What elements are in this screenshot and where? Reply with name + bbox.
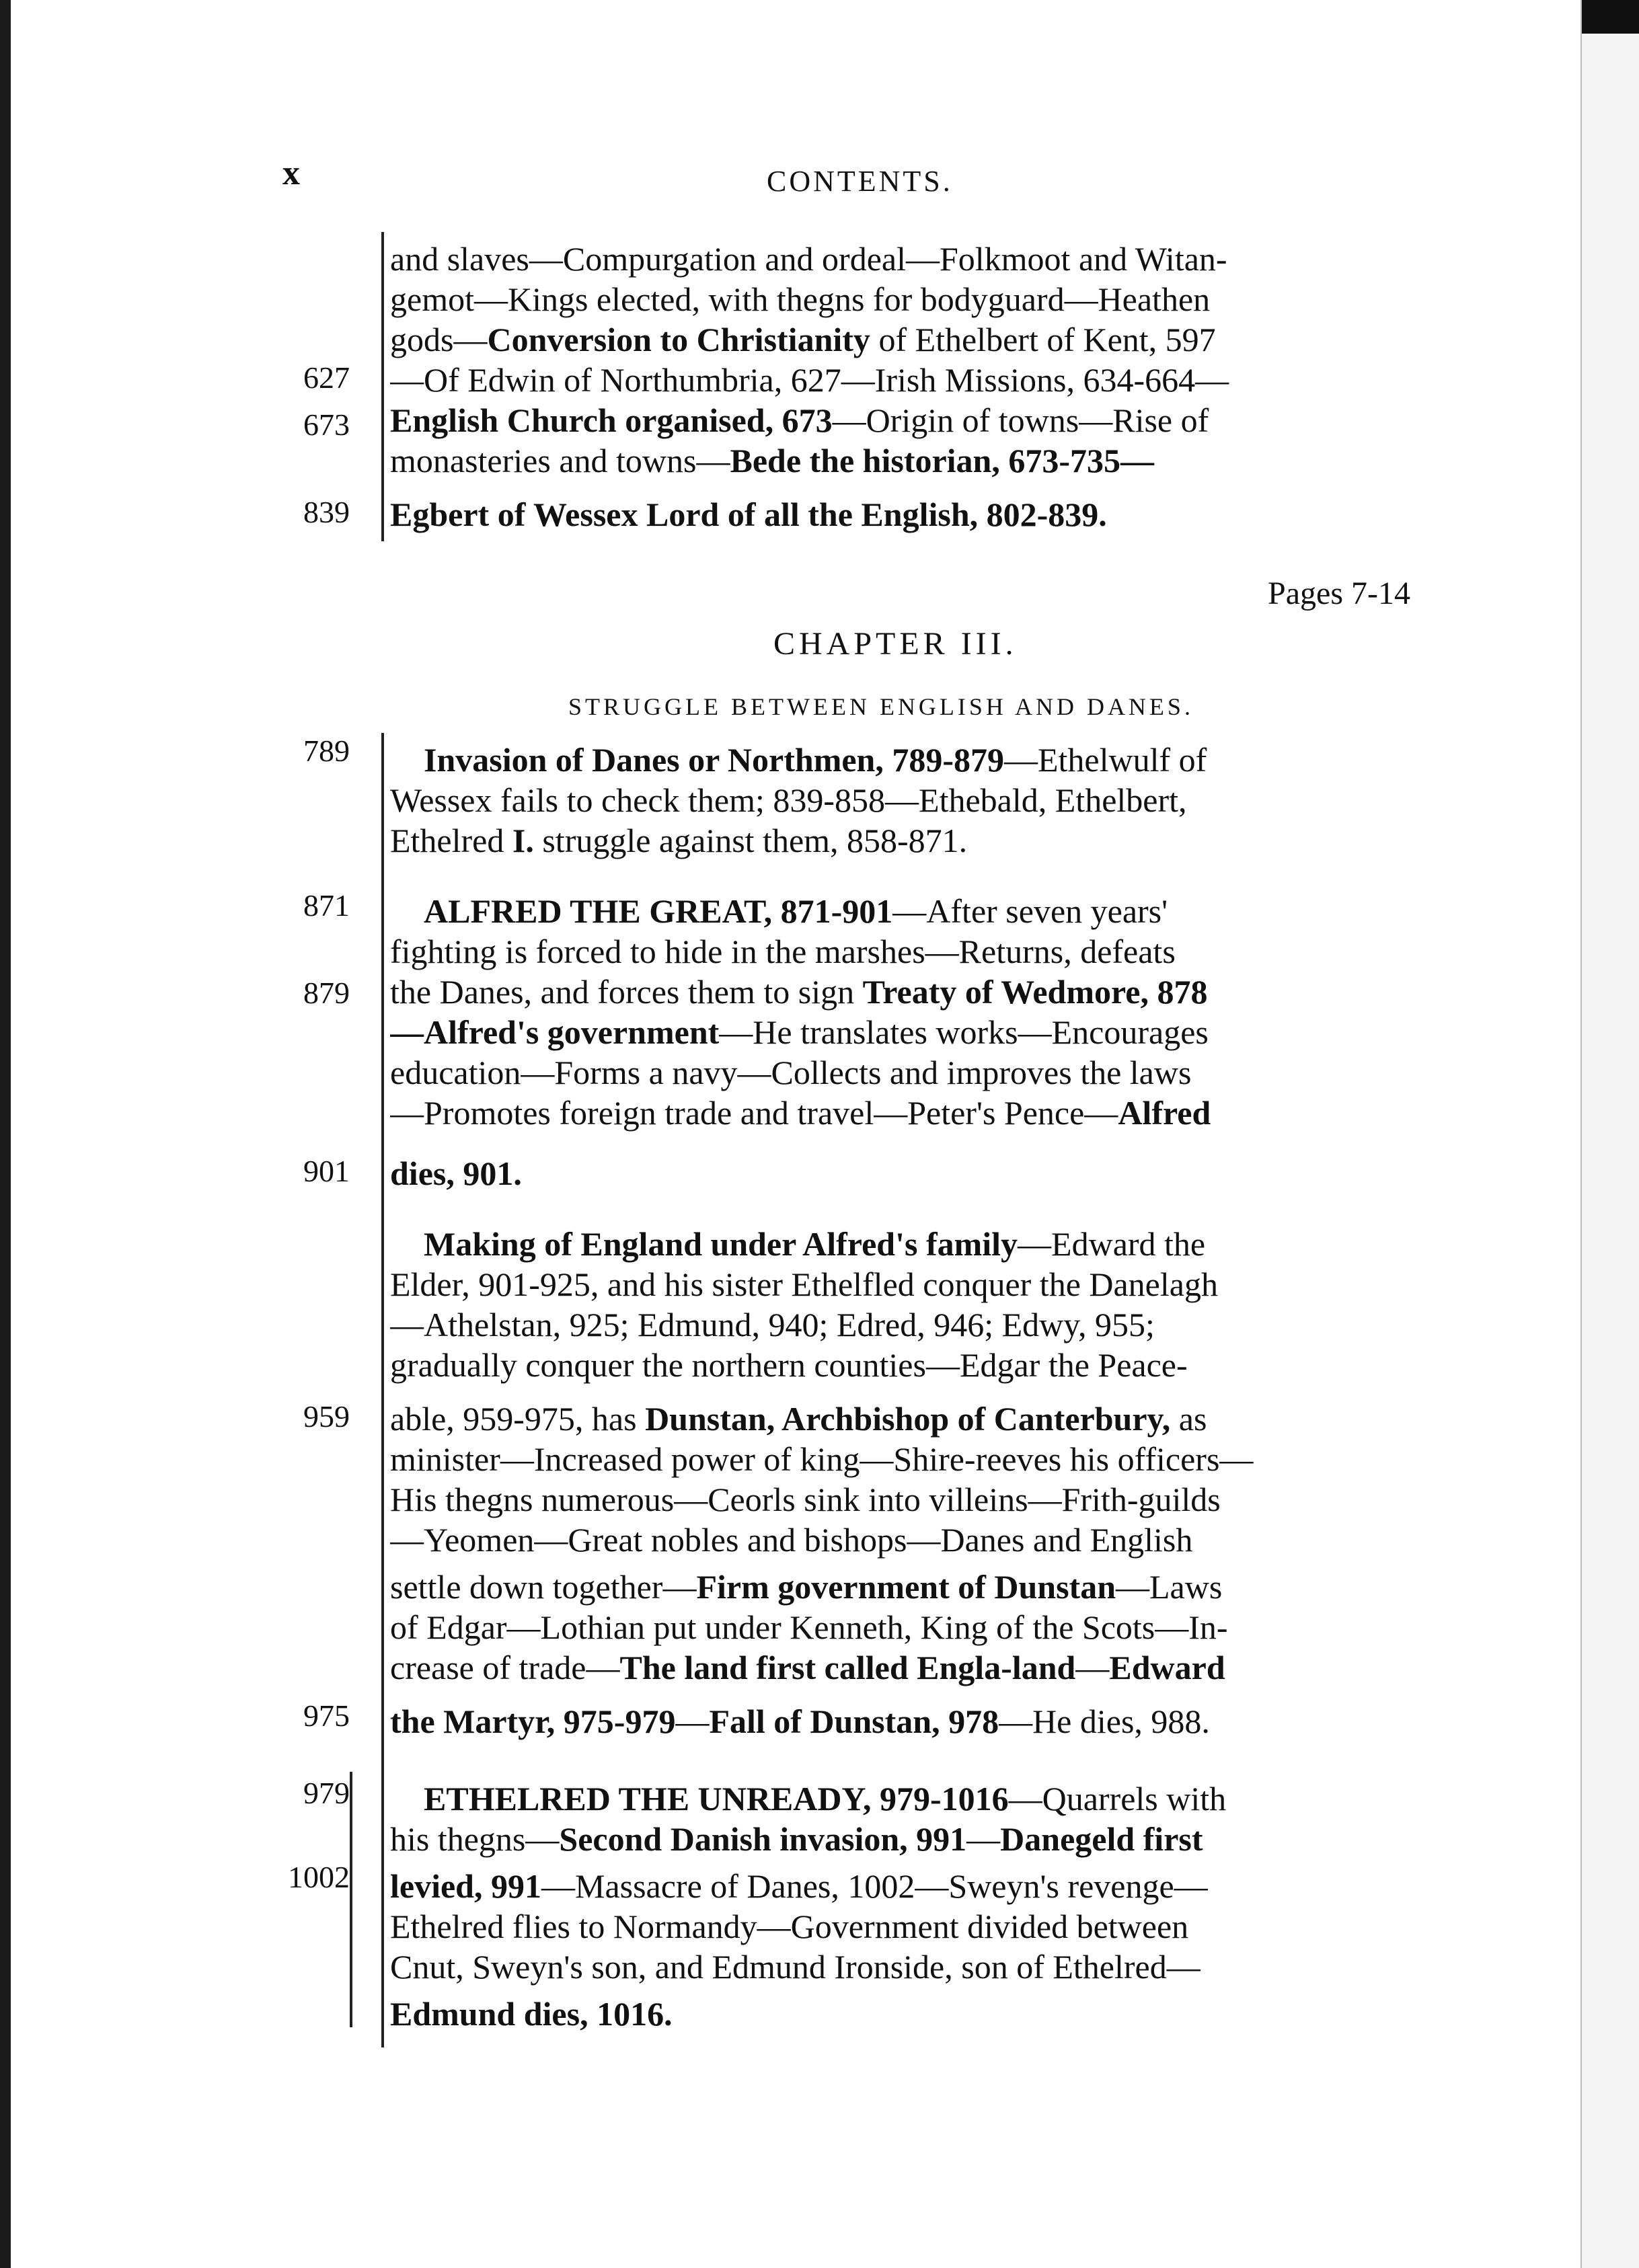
margin-date: 871 [303,888,350,923]
text-line: His thegns numerous—Ceorls sink into villeins—Frith-guilds [390,1481,1221,1518]
margin-date: 839 [303,495,350,529]
text-line: Cnut, Sweyn's son, and Edmund Ironside, son of Ethelred— [390,1948,1200,1986]
text-line: —Of Edwin of Northumbria, 627—Irish Missions, 634-664— [390,361,1229,399]
text-line: the Danes, and forces them to sign Treaty of Wedmore, 878 [390,973,1208,1011]
text-line: Elder, 901-925, and his sister Ethelfled conquer the Danelagh [390,1265,1218,1303]
text-line: fighting is forced to hide in the marshes—Returns, defeats [390,933,1176,970]
text-line: of Edgar—Lothian put under Kenneth, King of the Scots—In- [390,1608,1228,1646]
text-line: Ethelred I. struggle against them, 858-871. [390,822,968,859]
margin-date: 673 [303,407,350,442]
text-line: gemot—Kings elected, with thegns for bodyguard—Heathen [390,280,1211,318]
text-line: —Alfred's government—He translates works—Encourages [390,1013,1209,1051]
margin-date: 975 [303,1698,350,1733]
scan-corner [1582,0,1639,34]
text-line: his thegns—Second Danish invasion, 991—Danegeld first [390,1820,1203,1858]
margin-rule [350,1772,352,2027]
text-line: English Church organised, 673—Origin of towns—Rise of [390,401,1209,439]
text-line: —Athelstan, 925; Edmund, 940; Edred, 946; Edwy, 955; [390,1306,1155,1343]
text-line: and slaves—Compurgation and ordeal—Folkmoot and Witan- [390,240,1227,278]
text-line: Wessex fails to check them; 839-858—Ethebald, Ethelbert, [390,781,1187,819]
text-line: Making of England under Alfred's family—Edward the [424,1225,1206,1263]
text-line: minister—Increased power of king—Shire-reeves his officers— [390,1440,1254,1478]
text-line: Egbert of Wessex Lord of all the English, 802-839. [390,496,1107,533]
text-line: gradually conquer the northern counties—Edgar the Peace- [390,1346,1188,1384]
text-line: ETHELRED THE UNREADY, 979-1016—Quarrels with [424,1780,1227,1817]
text-line: crease of trade—The land first called Engla-land—Edward [390,1649,1225,1686]
margin-date: 789 [303,734,350,768]
running-head: CONTENTS. [767,165,953,198]
chapter-subtitle: STRUGGLE BETWEEN ENGLISH AND DANES. [568,693,1194,720]
chapter-title: CHAPTER III. [773,626,1018,662]
text-line: Edmund dies, 1016. [390,1995,673,2033]
margin-date: 627 [303,360,350,395]
margin-date: 1002 [288,1860,350,1894]
text-line: dies, 901. [390,1155,522,1192]
margin-date: 879 [303,976,350,1010]
margin-date: 901 [303,1154,350,1188]
text-line: ALFRED THE GREAT, 871-901—After seven years' [424,892,1168,930]
text-line: levied, 991—Massacre of Danes, 1002—Sweyn's revenge— [390,1867,1208,1905]
text-line: Ethelred flies to Normandy—Government divided between [390,1908,1189,1945]
margin-rule [381,733,384,2047]
text-line: Invasion of Danes or Northmen, 789-879—Ethelwulf of [424,741,1207,779]
text-line: —Yeomen—Great nobles and bishops—Danes and English [390,1521,1193,1559]
scan-left-edge [0,0,11,2268]
text-line: the Martyr, 975-979—Fall of Dunstan, 978—He dies, 988. [390,1703,1210,1740]
margin-date: 959 [303,1399,350,1434]
scan-right-edge [1580,0,1639,2268]
pages-reference: Pages 7-14 [1268,576,1410,611]
text-line: education—Forms a navy—Collects and improves the laws [390,1054,1192,1091]
text-line: monasteries and towns—Bede the historian, 673-735— [390,442,1155,479]
text-line: settle down together—Firm government of Dunstan—Laws [390,1568,1223,1606]
margin-date: 979 [303,1776,350,1810]
text-line: gods—Conversion to Christianity of Ethelbert of Kent, 597 [390,321,1216,358]
page-number: x [282,154,300,192]
margin-rule [381,232,384,541]
text-line: —Promotes foreign trade and travel—Peter's Pence—Alfred [390,1094,1211,1132]
text-line: able, 959-975, has Dunstan, Archbishop of Canterbury, as [390,1400,1207,1438]
